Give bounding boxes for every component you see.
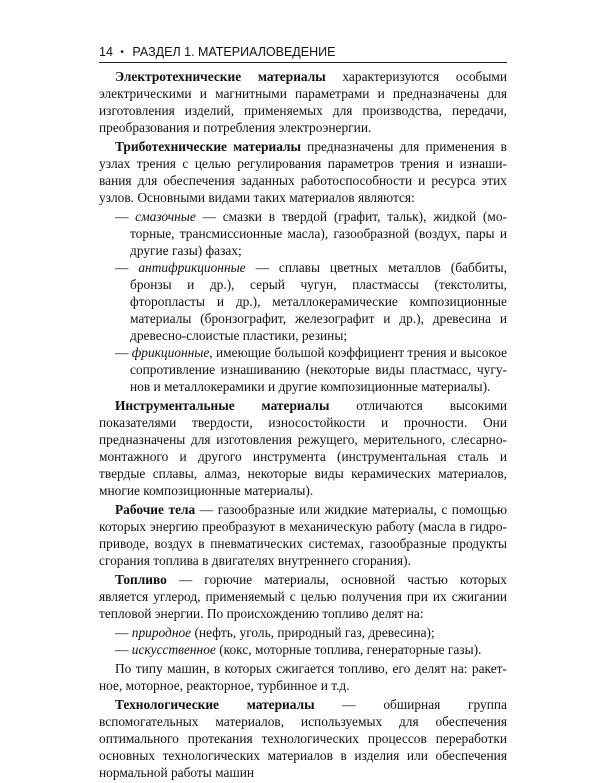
paragraph-electrotechnical [99, 68, 507, 136]
page-number: 14 [99, 45, 113, 59]
term-fuel: Топливо [115, 572, 167, 587]
paragraph-text: По типу машин, в которых сжигается топливо, его делят на: ракетное, моторное, реакторное, турбинное и т.д. [99, 661, 507, 693]
list-item-friction [99, 344, 507, 395]
list-item-antifriction [99, 259, 507, 344]
page-body [99, 68, 507, 783]
term-antifriction: антифрикционные [138, 260, 246, 275]
term-artificial: искусственное [131, 642, 216, 657]
list-dash: — [115, 209, 136, 224]
term-lubricants: смазочные [135, 209, 196, 224]
paragraph-text: — горючие материалы, основной частью которых является углерод, применяемый с целью получения при их сжигании тепловой энергии. По происхождению топливо делят на: [99, 572, 507, 621]
paragraph-text: — обширная группа вспомогательных материалов, используемых для обеспечения оптимального протекания технологических процессов переработки основных технологических материалов в изделия или обеспечения нормальной работы машин [99, 697, 507, 780]
list-dash: — [115, 625, 132, 640]
term-instrumental: Инструментальные материалы [115, 398, 330, 413]
term-electrotechnical: Электротехнические материалы [115, 69, 326, 84]
paragraph-text: предназначены для применения в узлах трения с целью регулирования параметров трения и изнашивания для обеспечения заданных работоспособности и ресурса этих узлов. Основными видами таких материалов являются: [99, 139, 507, 205]
section-title: РАЗДЕЛ 1. МАТЕРИАЛОВЕДЕНИЕ [132, 45, 336, 59]
list-item-lubricants [99, 208, 507, 259]
list-item-text: (кокс, моторные топлива, генераторные газы). [215, 642, 482, 657]
list-dash: — [115, 345, 132, 360]
paragraph-machine-types [99, 660, 507, 694]
header-bullet: • [120, 47, 124, 58]
running-header [99, 42, 507, 63]
paragraph-working-bodies [99, 501, 507, 569]
term-friction: фрикционные [131, 345, 210, 360]
paragraph-instrumental [99, 397, 507, 499]
list-item-text: — смазки в твердой (графит, тальк), жидкой (моторные, трансмиссионные масла), газообразной (воздух, пары и другие газы) фазах; [130, 209, 507, 258]
list-item-text: , имеющие большой коэффициент трения и высокое сопротивление изнашиванию (некоторые виды пластмасс, чугунов и металлокерамики и другие композиционные материалы). [130, 345, 508, 394]
list-item-artificial [99, 641, 507, 658]
paragraph-text: характеризуются особыми электрическими и магнитными параметрами и предназначены для изготовления изделий, применяемых для производства, передачи, преобразования и потребления электроэнергии. [99, 69, 507, 135]
term-natural: природное [131, 625, 192, 640]
term-technological: Технологические материалы [115, 697, 315, 712]
list-dash: — [115, 642, 132, 657]
paragraph-fuel [99, 571, 507, 622]
list-item-natural [99, 624, 507, 641]
term-working-bodies: Рабочие тела [115, 502, 196, 517]
list-dash: — [115, 260, 139, 275]
paragraph-text: — газообразные или жидкие материалы, с помощью которых энергию преобразуют в механическую работу (масла в гидроприводе, воздух в пневматических системах, газообразные продукты сгорания топлива в двигателях внутреннего сгорания). [99, 502, 508, 568]
paragraph-text: отличаются высокими показателями твердости, износостойкости и прочности. Они предназначены для изготовления режущего, мерительного, слесарно-монтажного и другого инструмента (инструментальная сталь и твердые сплавы, алмаз, некоторые виды керамических материалов, многие композиционные материалы). [99, 398, 507, 498]
term-tribotechnical: Триботехнические материалы [115, 139, 301, 154]
list-item-text: — сплавы цветных металлов (баббиты, бронзы и др.), серый чугун, пластмассы (текстолиты, фторопласты и др.), металлокерамические композиционные материалы (бронзографит, железографит и др.), древесина и древесно-слоистые пластики, резины; [130, 260, 507, 343]
paragraph-technological [99, 696, 507, 781]
list-item-text: (нефть, уголь, природный газ, древесина); [191, 625, 435, 640]
paragraph-tribotechnical [99, 138, 507, 206]
